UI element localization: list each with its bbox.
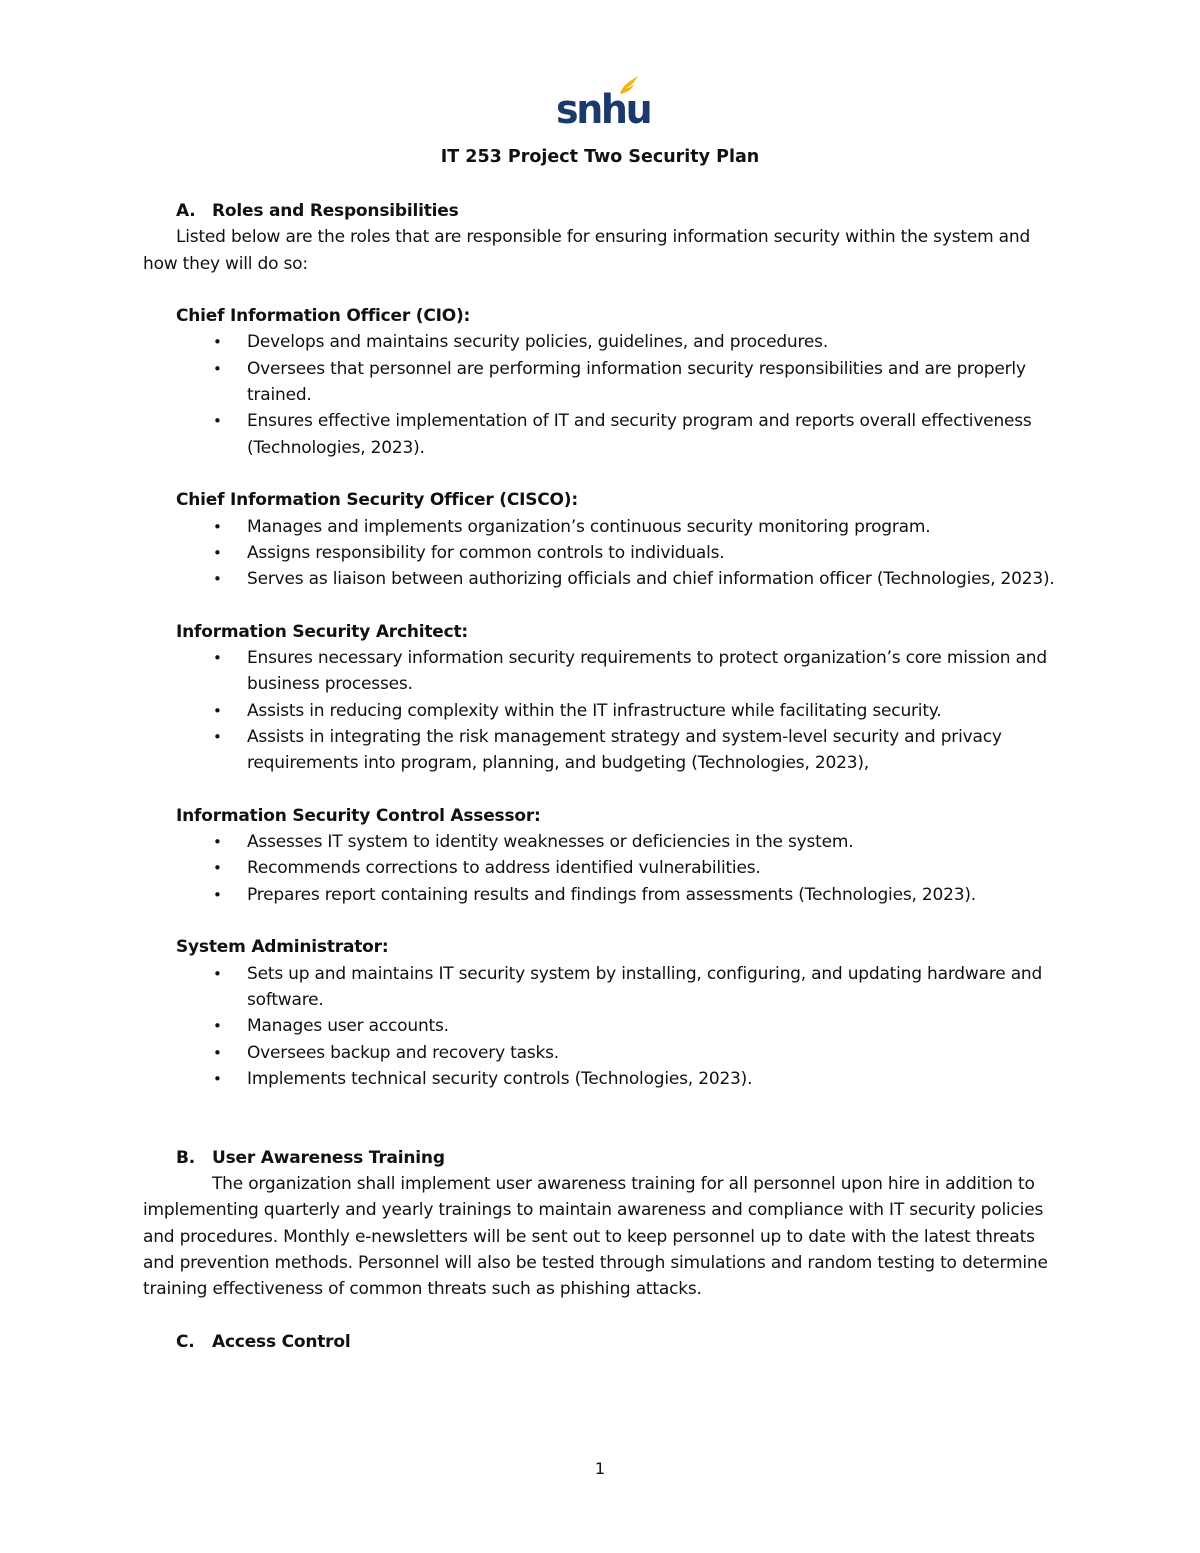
bullet-icon: •	[213, 1043, 222, 1062]
bullet-icon: •	[213, 885, 222, 904]
section-c-letter: C.	[176, 1331, 195, 1352]
bullet-icon: •	[213, 1069, 222, 1088]
section-a-heading	[143, 198, 1058, 224]
list-item: • Manages user accounts.	[247, 1013, 1058, 1039]
list-item: • Recommends corrections to address identified vulnerabilities.	[247, 855, 1058, 881]
bullet-icon: •	[213, 1017, 222, 1036]
list-item: • Serves as liaison between authorizing officials and chief information officer (Technologies, 2023).	[247, 566, 1058, 592]
section-b-body: The organization shall implement user awareness training for all personnel upon hire in addition to implementing quarterly and yearly trainings to maintain awareness and compliance with IT security policies and procedures. Monthly e-newsletters will be sent out to keep personnel up to date with the latest threats and prevention methods. Personnel will also be tested through simulations and random testing to determine training effectiveness of common threats such as phishing attacks.	[143, 1173, 1048, 1300]
role-sysadmin-heading: System Administrator:	[176, 937, 389, 958]
list-item: • Oversees that personnel are performing information security responsibilities and are properly trained.	[247, 356, 1058, 409]
section-a-intro: Listed below are the roles that are responsible for ensuring information security within the system and how they will do so:	[143, 227, 1031, 274]
section-c-heading	[143, 1329, 1058, 1355]
snhu-logo	[556, 74, 651, 133]
role-architect-heading: Information Security Architect:	[176, 621, 469, 642]
section-b-title: User Awareness Training	[212, 1147, 445, 1168]
list-item: • Sets up and maintains IT security system by installing, configuring, and updating hardware and software.	[247, 961, 1058, 1014]
document-title: IT 253 Project Two Security Plan	[440, 147, 760, 167]
section-a-letter: A.	[176, 201, 196, 221]
role-assessor-list	[143, 829, 1058, 908]
bullet-icon: •	[213, 727, 222, 746]
section-b-letter: B.	[176, 1147, 196, 1168]
document-body	[143, 198, 1058, 1355]
list-item: • Prepares report containing results and findings from assessments (Technologies, 2023).	[247, 882, 1058, 908]
role-cio-list	[143, 329, 1058, 460]
role-assessor-heading: Information Security Control Assessor:	[176, 805, 541, 826]
list-item: • Assists in integrating the risk management strategy and system-level security and privacy requirements into program, planning, and budgeting (Technologies, 2023),	[247, 724, 1058, 777]
section-c-title: Access Control	[212, 1331, 351, 1352]
list-item: • Manages and implements organization’s continuous security monitoring program.	[247, 514, 1058, 540]
bullet-icon: •	[213, 649, 222, 668]
list-item: • Assists in reducing complexity within the IT infrastructure while facilitating security.	[247, 698, 1058, 724]
role-sysadmin-list	[143, 961, 1058, 1092]
role-ciso-heading: Chief Information Security Officer (CISCO):	[176, 490, 578, 511]
bullet-icon: •	[213, 964, 222, 983]
list-item: • Assigns responsibility for common controls to individuals.	[247, 540, 1058, 566]
bullet-icon: •	[213, 543, 222, 562]
list-item: • Ensures effective implementation of IT and security program and reports overall effectiveness (Technologies, 2023).	[247, 408, 1058, 461]
list-item: • Develops and maintains security policies, guidelines, and procedures.	[247, 329, 1058, 355]
bullet-icon: •	[213, 517, 222, 536]
bullet-icon: •	[213, 333, 222, 352]
list-item: • Assesses IT system to identity weaknesses or deficiencies in the system.	[247, 829, 1058, 855]
role-architect-list	[143, 645, 1058, 776]
bullet-icon: •	[213, 359, 222, 378]
list-item: • Oversees backup and recovery tasks.	[247, 1040, 1058, 1066]
role-cio-heading: Chief Information Officer (CIO):	[176, 306, 471, 327]
list-item: • Implements technical security controls (Technologies, 2023).	[247, 1066, 1058, 1092]
page-number: 1	[594, 1459, 606, 1478]
bullet-icon: •	[213, 412, 222, 431]
list-item: • Ensures necessary information security requirements to protect organization’s core mission and business processes.	[247, 645, 1058, 698]
role-ciso-list	[143, 514, 1058, 593]
section-b-heading	[143, 1145, 1058, 1171]
bullet-icon: •	[213, 833, 222, 852]
section-a-title: Roles and Responsibilities	[212, 201, 459, 221]
logo-text: snhu	[556, 87, 651, 133]
bullet-icon: •	[213, 701, 222, 720]
bullet-icon: •	[213, 570, 222, 589]
bullet-icon: •	[213, 859, 222, 878]
